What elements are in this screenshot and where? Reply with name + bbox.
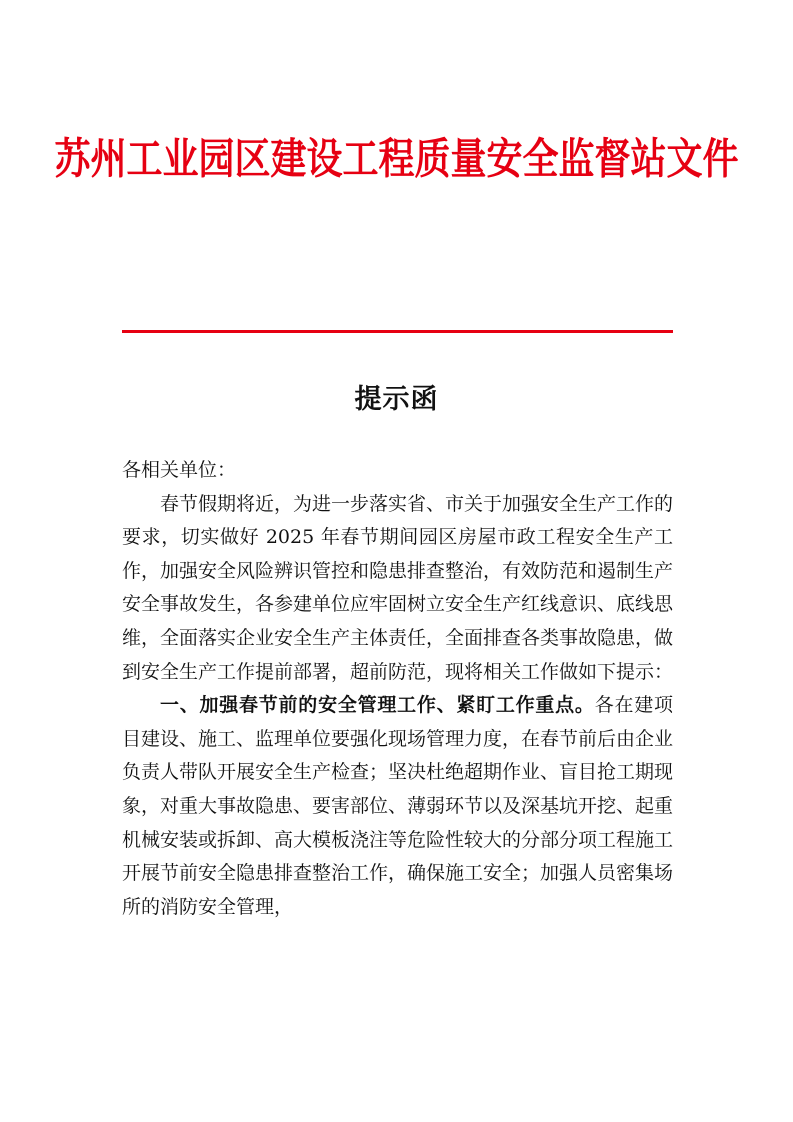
org-document-header: 苏州工业园区建设工程质量安全监督站文件: [54, 135, 739, 185]
section-one-body: 各在建项目建设、施工、监理单位要强化现场管理力度，在春节前后由企业负责人带队开展安全生产检查；坚决杜绝超期作业、盲目抢工期现象，对重大事故隐患、要害部位、薄弱环节以及深基坑开挖、起重机械安装或拆卸、高大模板浇注等危险性较大的分部分项工程施工开展节前安全隐患排查整治工作，确保施工安全；加强人员密集场所的消防安全管理，: [122, 694, 674, 918]
paragraph-intro: 春节假期将近，为进一步落实省、市关于加强安全生产工作的要求，切实做好 2025 年春节期间园区房屋市政工程安全生产工作，加强安全风险辨识管控和隐患排查整治，有效防范和遏制生产安全事故发生，各参建单位应牢固树立安全生产红线意识、底线思维，全面落实企业安全生产主体责任，全面排查各类事故隐患，做到安全生产工作提前部署，超前防范，现将相关工作做如下提示：: [122, 492, 674, 683]
document-title: 提示函: [354, 384, 439, 415]
header-divider-line: [122, 330, 673, 333]
document-body: [122, 454, 673, 924]
section-one-heading: 一、加强春节前的安全管理工作、紧盯工作重点。: [160, 694, 595, 717]
paragraph-section-one: [122, 689, 673, 924]
salutation: 各相关单位：: [122, 459, 237, 481]
